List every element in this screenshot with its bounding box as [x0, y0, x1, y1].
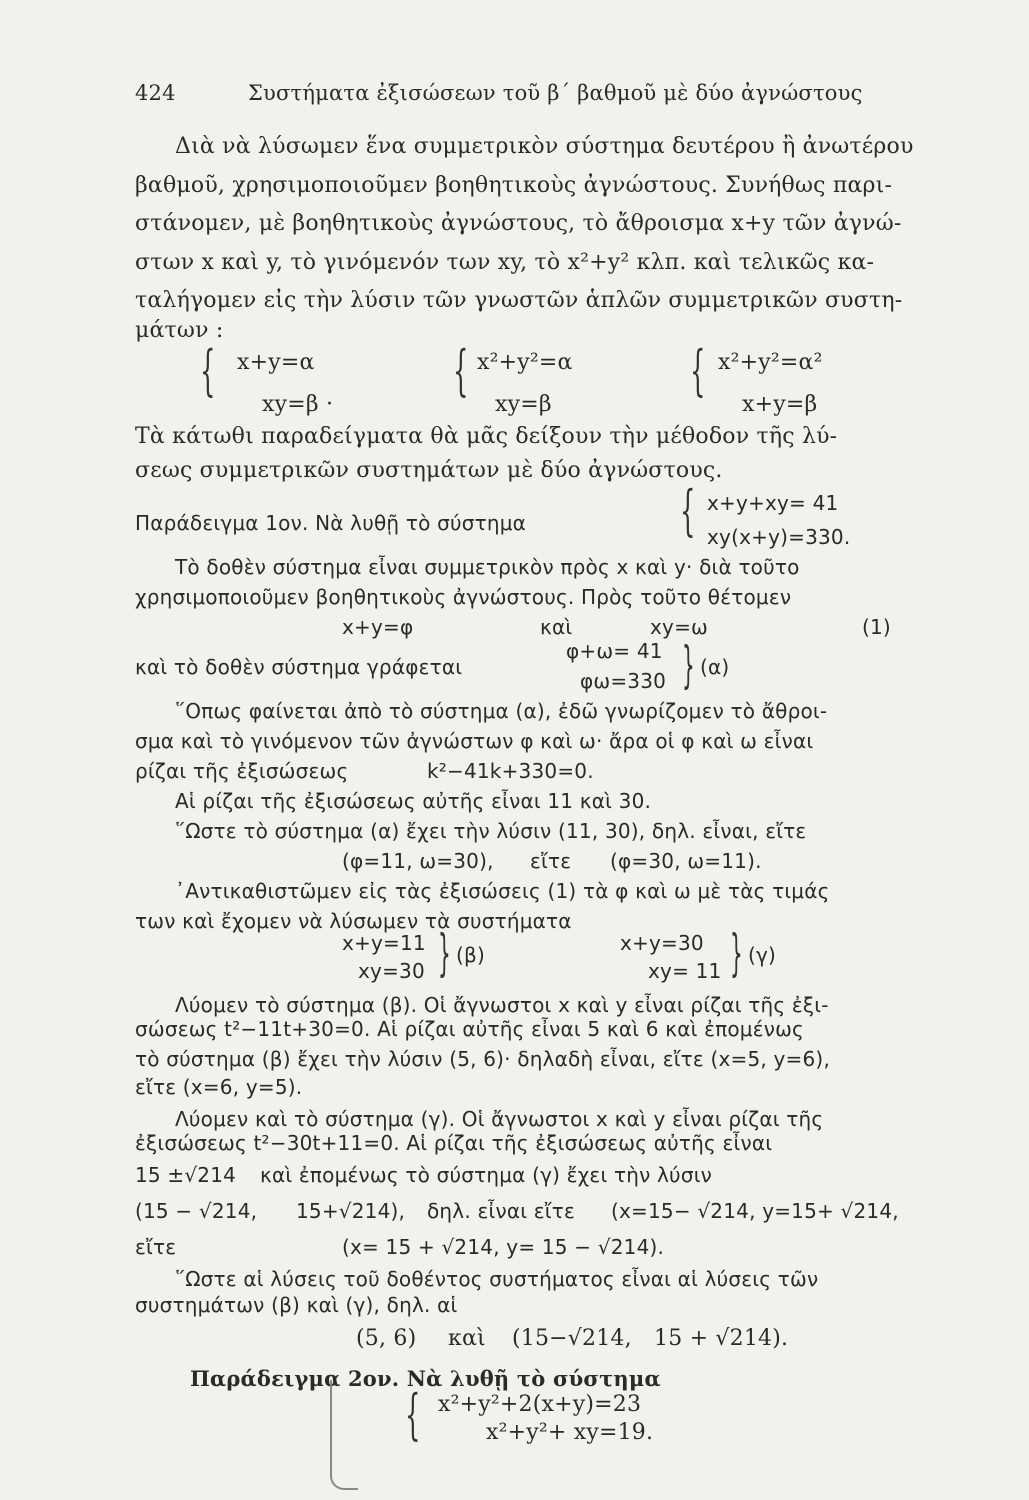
right-brace: }	[438, 924, 451, 982]
intro-line: ταλήγομεν εἰς τὴν λύσιν τῶν γνωστῶν ἁπλῶν συμμετρικῶν συστη-	[135, 288, 903, 313]
text-line: Τὰ κάτωθι παραδείγματα θὰ μᾶς δείξουν τὴν μέθοδον τῆς λύ-	[135, 424, 838, 449]
text-line: εἴτε (x=6, y=5).	[135, 1075, 303, 1099]
example-2-equation: x²+y²+ xy=19.	[486, 1420, 654, 1445]
substitution: xy=ω	[650, 615, 708, 639]
example-1-equation: x+y+xy= 41	[707, 491, 839, 515]
intro-line: Διὰ νὰ λύσωμεν ἕνα συμμετρικὸν σύστημα δευτέρου ἢ ἀνωτέρου	[175, 134, 914, 159]
text-line: ᾿Αντικαθιστῶμεν εἰς τὰς ἐξισώσεις (1) τὰ φ καὶ ω μὲ τὰς τιμάς	[175, 879, 830, 903]
text-line: καὶ ἐπομένως τὸ σύστημα (γ) ἔχει τὴν λύσιν	[260, 1163, 713, 1187]
text-line: ῞Ωστε τὸ σύστημα (α) ἔχει τὴν λύσιν (11, 30), δηλ. εἶναι, εἴτε	[175, 819, 807, 843]
running-title: Συστήματα ἐξισώσεων τοῦ β΄ βαθμοῦ μὲ δύο ἀγνώστους	[248, 81, 863, 105]
right-brace: }	[730, 924, 743, 982]
system-equation: xy=β	[495, 392, 552, 417]
intro-line: μάτων :	[135, 318, 224, 343]
text-line: Λύομεν καὶ τὸ σύστημα (γ). Οἱ ἄγνωστοι x καὶ y εἶναι ρίζαι τῆς	[175, 1107, 824, 1131]
system-equation: φω=330	[580, 669, 667, 693]
system-equation: x+y=α	[237, 350, 315, 375]
text-line: ἐξισώσεως t²−30t+11=0. Αἱ ρίζαι τῆς ἐξισώσεως αὐτῆς εἶναι	[135, 1131, 773, 1155]
solution-or: εἴτε	[530, 849, 572, 873]
solution: (15 − √214,	[135, 1199, 258, 1223]
left-brace: {	[405, 1383, 421, 1446]
quadratic-equation: k²−41k+330=0.	[427, 759, 594, 783]
final-and: καὶ	[448, 1326, 486, 1351]
final-solution: (15−√214,	[512, 1326, 632, 1351]
text-line: σμα καὶ τὸ γινόμενον τῶν ἀγνώστων φ καὶ ω· ἄρα οἱ φ καὶ ω εἶναι	[135, 729, 814, 753]
final-solution: (5, 6)	[356, 1326, 417, 1351]
roots-expression: 15 ±√214	[135, 1163, 237, 1187]
left-brace: {	[680, 479, 696, 542]
system-equation: xy=30	[358, 959, 425, 983]
system-equation: x+y=30	[620, 931, 704, 955]
solution: (φ=11, ω=30),	[342, 849, 494, 873]
substitution-and: καὶ	[540, 615, 573, 639]
system-equation: x²+y²=α	[477, 350, 573, 375]
equation-label: (γ)	[748, 943, 777, 967]
example-1-equation: xy(x+y)=330.	[707, 525, 851, 549]
solution: 15+√214),	[296, 1199, 406, 1223]
text-line: ρίζαι τῆς ἐξισώσεως	[135, 759, 349, 783]
text-line: σώσεως t²−11t+30=0. Αἱ ρίζαι αὐτῆς εἶναι 5 καὶ 6 καὶ ἐπομένως	[135, 1017, 804, 1041]
text-line: συστημάτων (β) καὶ (γ), δηλ. αἱ	[135, 1293, 458, 1317]
text-line: ῞Ωστε αἱ λύσεις τοῦ δοθέντος συστήματος εἶναι αἱ λύσεις τῶν	[175, 1267, 819, 1291]
intro-line: στων x καὶ y, τὸ γινόμενόν των xy, τὸ x²+y² κλπ. καὶ τελικῶς κα-	[135, 250, 875, 275]
text-line: σεως συμμετρικῶν συστημάτων μὲ δύο ἀγνώστους.	[135, 458, 723, 483]
right-brace: }	[682, 636, 695, 694]
text-line: Τὸ δοθὲν σύστημα εἶναι συμμετρικὸν πρὸς x καὶ y· διὰ τοῦτο	[175, 555, 800, 579]
equation-label: (1)	[862, 615, 891, 639]
system-equation: xy=β ·	[262, 392, 334, 417]
solution-or: εἴτε	[135, 1235, 177, 1259]
system-equation: xy= 11	[648, 959, 722, 983]
text-line: Λύομεν τὸ σύστημα (β). Οἱ ἄγνωστοι x καὶ y εἶναι ρίζαι τῆς ἐξι-	[175, 993, 829, 1017]
text-line: των καὶ ἔχομεν νὰ λύσωμεν τὰ συστήματα	[135, 909, 572, 933]
text-line: δηλ. εἶναι εἴτε	[427, 1199, 575, 1223]
intro-line: στάνομεν, μὲ βοηθητικοὺς ἀγνώστους, τὸ ἄθροισμα x+y τῶν ἀγνώ-	[135, 211, 902, 236]
left-brace: {	[690, 339, 706, 402]
text-line: ῞Οπως φαίνεται ἀπὸ τὸ σύστημα (α), ἐδῶ γνωρίζομεν τὸ ἄθροι-	[175, 699, 828, 723]
example-1-title: Παράδειγμα 1ον. Νὰ λυθῇ τὸ σύστημα	[135, 511, 527, 535]
page-number: 424	[135, 81, 176, 105]
intro-line: βαθμοῦ, χρησιμοποιοῦμεν βοηθητικοὺς ἀγνώστους. Συνήθως παρι-	[135, 173, 893, 198]
solution: (x=15− √214, y=15+ √214,	[611, 1199, 899, 1223]
text-line: τὸ σύστημα (β) ἔχει τὴν λύσιν (5, 6)· δηλαδὴ εἶναι, εἴτε (x=5, y=6),	[135, 1047, 830, 1071]
text-line: Αἱ ρίζαι τῆς ἐξισώσεως αὐτῆς εἶναι 11 καὶ 30.	[175, 789, 652, 813]
handwritten-mark	[330, 1380, 358, 1490]
system-equation: φ+ω= 41	[566, 639, 663, 663]
left-brace: {	[453, 339, 469, 402]
example-2-equation: x²+y²+2(x+y)=23	[438, 1392, 642, 1417]
text-line: χρησιμοποιοῦμεν βοηθητικοὺς ἀγνώστους. Πρὸς τοῦτο θέτομεν	[135, 585, 792, 609]
equation-label: (β)	[456, 943, 485, 967]
solution: (φ=30, ω=11).	[610, 849, 762, 873]
system-equation: x+y=11	[342, 931, 426, 955]
solution: (x= 15 + √214, y= 15 − √214).	[342, 1235, 665, 1259]
system-equation: x²+y²=α²	[718, 350, 823, 375]
final-solution: 15 + √214).	[654, 1326, 789, 1351]
equation-label: (α)	[700, 655, 730, 679]
left-brace: {	[200, 339, 216, 402]
system-equation: x+y=β	[742, 392, 818, 417]
text-line: καὶ τὸ δοθὲν σύστημα γράφεται	[135, 655, 463, 679]
example-2-title: Παράδειγμα 2ον. Νὰ λυθῇ τὸ σύστημα	[190, 1366, 661, 1391]
substitution: x+y=φ	[342, 615, 414, 639]
